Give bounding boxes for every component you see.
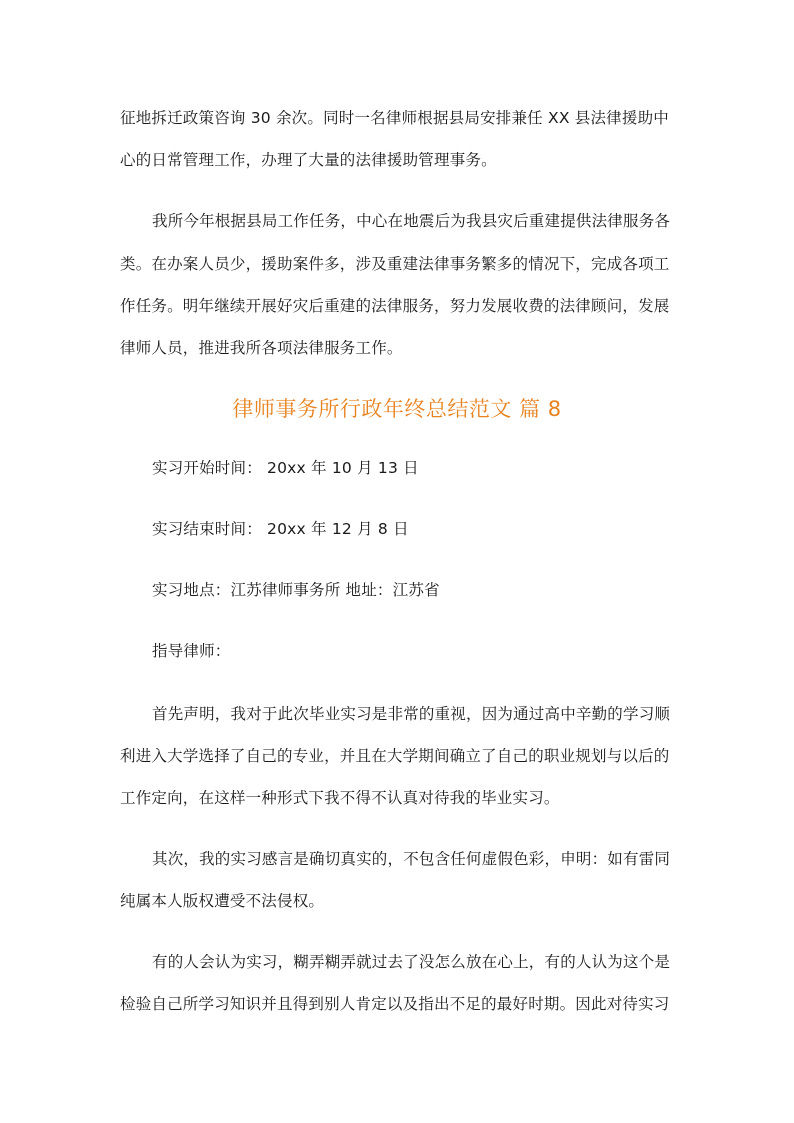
paragraph-second-line-2: 纯属本人版权遭受不法侵权。 — [120, 892, 325, 910]
paragraph-third-line-1: 有的人会认为实习，糊弄糊弄就过去了没怎么放在心上，有的人认为这个是 — [152, 953, 671, 971]
summary-paragraph-line-3: 作任务。明年继续开展好灾后重建的法律服务，努力发展收费的法律顾问，发展 — [120, 297, 670, 315]
internship-location: 实习地点：江苏律师事务所 地址：江苏省 — [152, 581, 440, 599]
paragraph-first-line-2: 利进入大学选择了自己的专业，并且在大学期间确立了自己的职业规划与以后的 — [120, 747, 670, 765]
paragraph-first-line-1: 首先声明，我对于此次毕业实习是非常的重视，因为通过高中辛勤的学习顺 — [152, 705, 671, 723]
internship-end-time: 实习结束时间： 20xx 年 12 月 8 日 — [152, 520, 409, 538]
paragraph-first-line-3: 工作定向，在这样一种形式下我不得不认真对待我的毕业实习。 — [120, 789, 560, 807]
paragraph-third-line-2: 检验自己所学习知识并且得到别人肯定以及指出不足的最好时期。因此对待实习 — [120, 995, 670, 1013]
summary-paragraph-line-4: 律师人员，推进我所各项法律服务工作。 — [120, 339, 403, 357]
paragraph-second-line-1: 其次，我的实习感言是确切真实的，不包含任何虚假色彩，申明：如有雷同 — [152, 850, 671, 868]
supervisor-label: 指导律师： — [152, 642, 231, 660]
summary-paragraph-line-2: 类。在办案人员少，援助案件多，涉及重建法律事务繁多的情况下，完成各项工 — [120, 255, 670, 273]
intro-paragraph-line-1: 征地拆迁政策咨询 30 余次。同时一名律师根据县局安排兼任 XX 县法律援助中 — [120, 109, 669, 127]
section-title: 律师事务所行政年终总结范文 篇 8 — [232, 397, 562, 421]
summary-paragraph-line-1: 我所今年根据县局工作任务，中心在地震后为我县灾后重建提供法律服务各 — [152, 212, 671, 230]
internship-start-time: 实习开始时间： 20xx 年 10 月 13 日 — [152, 459, 419, 477]
intro-paragraph-line-2: 心的日常管理工作，办理了大量的法律援助管理事务。 — [120, 151, 497, 169]
